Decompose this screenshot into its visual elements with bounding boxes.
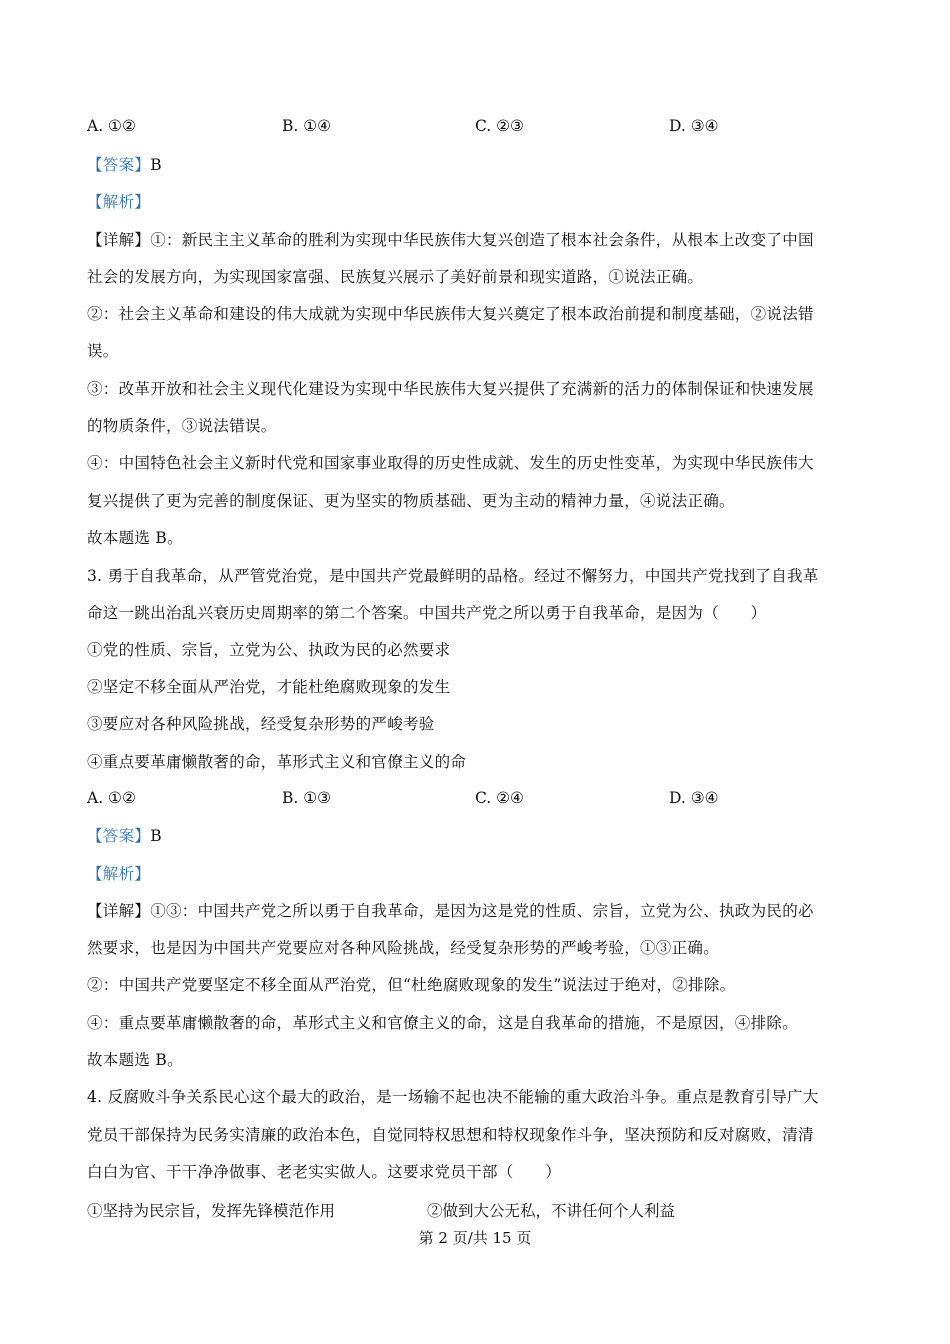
q2-option-d: D. ③④ — [669, 117, 719, 135]
q3-conclusion: 故本题选 B。 — [87, 1051, 183, 1069]
q4-statements — [87, 1199, 887, 1219]
answer-value: B — [150, 827, 162, 845]
q2-analysis-tag: 【解析】 — [87, 193, 151, 211]
q3-answer — [87, 826, 162, 846]
answer-tag: 【答案】 — [87, 827, 151, 845]
q2-detail-line: 【详解】①：新民主主义革命的胜利为实现中华民族伟大复兴创造了根本社会条件，从根本上改变了中国 — [87, 231, 814, 249]
q2-detail-line: 误。 — [87, 342, 119, 360]
q4-statement: ①坚持为民宗旨，发挥先锋模范作用 — [87, 1202, 336, 1220]
q2-answer — [87, 155, 162, 175]
q2-option-b: B. ①④ — [282, 117, 332, 135]
q3-option-b: B. ①③ — [282, 789, 332, 807]
q3-detail-line: 【详解】①③：中国共产党之所以勇于自我革命，是因为这是党的性质、宗旨，立党为公、执政为民的必 — [87, 902, 814, 920]
q3-option-c: C. ②④ — [475, 789, 524, 807]
answer-value: B — [150, 156, 162, 174]
q4-stem: 党员干部保持为民务实清廉的政治本色，自觉同特权思想和特权现象作斗争，坚决预防和反对腐败，清清 — [87, 1126, 814, 1144]
q4-stem: 4. 反腐败斗争关系民心这个最大的政治，是一场输不起也决不能输的重大政治斗争。重点是教育引导广大 — [87, 1088, 819, 1106]
q2-detail-line: ③：改革开放和社会主义现代化建设为实现中华民族伟大复兴提供了充满新的活力的体制保证和快速发展 — [87, 380, 814, 398]
q3-detail-line: 然要求，也是因为中国共产党要应对各种风险挑战，经受复杂形势的严峻考验，①③正确。 — [87, 939, 720, 957]
q3-options — [87, 789, 887, 809]
q3-stem: 3. 勇于自我革命，从严管党治党，是中国共产党最鲜明的品格。经过不懈努力，中国共产党找到了自我革 — [87, 567, 819, 585]
q3-stem: 命这一跳出治乱兴衰历史周期率的第二个答案。中国共产党之所以勇于自我革命，是因为（ ） — [87, 604, 767, 622]
q2-option-c: C. ②③ — [475, 117, 524, 135]
detail-tag: 【详解】 — [87, 902, 151, 920]
q3-statement: ④重点要革庸懒散奢的命，革形式主义和官僚主义的命 — [87, 753, 467, 771]
q3-option-d: D. ③④ — [669, 789, 719, 807]
q4-stem: 白白为官、干干净净做事、老老实实做人。这要求党员干部（ ） — [87, 1163, 562, 1181]
q2-detail-line: 的物质条件，③说法错误。 — [87, 417, 277, 435]
q3-statement: ①党的性质、宗旨，立党为公、执政为民的必然要求 — [87, 641, 451, 659]
q2-detail-line: ②：社会主义革命和建设的伟大成就为实现中华民族伟大复兴奠定了根本政治前提和制度基础，②说法错 — [87, 305, 814, 323]
detail-tag: 【详解】 — [87, 231, 151, 249]
q2-conclusion: 故本题选 B。 — [87, 529, 183, 547]
q2-detail-line: 社会的发展方向，为实现国家富强、民族复兴展示了美好前景和现实道路，①说法正确。 — [87, 268, 704, 286]
answer-tag: 【答案】 — [87, 156, 151, 174]
q3-option-a: A. ①② — [87, 789, 136, 807]
q2-option-a: A. ①② — [87, 117, 136, 135]
q3-detail-line: ②：中国共产党要坚定不移全面从严治党，但“杜绝腐败现象的发生”说法过于绝对，②排除。 — [87, 976, 736, 994]
q2-detail-line: ④：中国特色社会主义新时代党和国家事业取得的历史性成就、发生的历史性变革，为实现中华民族伟大 — [87, 454, 814, 472]
q3-statement: ③要应对各种风险挑战，经受复杂形势的严峻考验 — [87, 715, 435, 733]
q3-analysis-tag: 【解析】 — [87, 865, 151, 883]
q2-detail-line: 复兴提供了更为完善的制度保证、更为坚实的物质基础、更为主动的精神力量，④说法正确。 — [87, 492, 735, 510]
q4-statement: ②做到大公无私，不讲任何个人利益 — [427, 1202, 676, 1220]
q3-detail-line: ④：重点要革庸懒散奢的命，革形式主义和官僚主义的命，这是自我革命的措施，不是原因，④排除。 — [87, 1014, 799, 1032]
q2-options — [87, 117, 887, 137]
page-footer: 第 2 页/共 15 页 — [418, 1229, 532, 1247]
q3-statement: ②坚定不移全面从严治党，才能杜绝腐败现象的发生 — [87, 678, 451, 696]
